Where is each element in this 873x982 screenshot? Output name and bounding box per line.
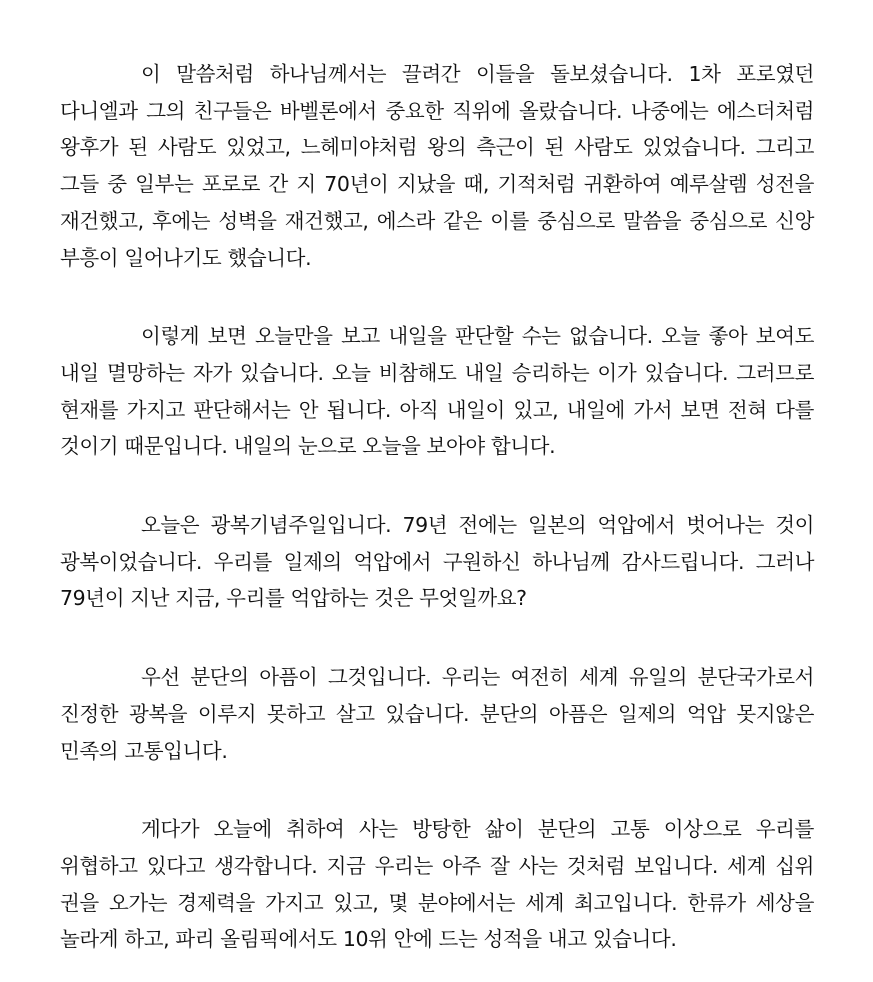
paragraph-1: 이 말씀처럼 하나님께서는 끌려간 이들을 돌보셨습니다. 1차 포로였던 다니엘과 그의 친구들은 바벨론에서 중요한 직위에 올랐습니다. 나중에는 에스더처럼 왕후가 된 사람도 있었고, 느헤미야처럼 왕의 측근이 된 사람도 있었습니다. 그리고 그들 중 일부는 포로로 간 지 70년이 지났을 때, 기적처럼 귀환하여 예루살렘 성전을 재건했고, 후에는 성벽을 재건했고, 에스라 같은 이를 중심으로 말씀을 중심으로 신앙 부흥이 일어나기도 했습니다.	[60, 62, 814, 270]
paragraph-2: 이렇게 보면 오늘만을 보고 내일을 판단할 수는 없습니다. 오늘 좋아 보여도 내일 멸망하는 자가 있습니다. 오늘 비참해도 내일 승리하는 이가 있습니다. 그러므로 현재를 가지고 판단해서는 안 됩니다. 아직 내일이 있고, 내일에 가서 보면 전혀 다를 것이기 때문입니다. 내일의 눈으로 오늘을 보아야 합니다.	[60, 324, 814, 459]
document-body	[60, 56, 814, 958]
paragraph-3: 오늘은 광복기념주일입니다. 79년 전에는 일본의 억압에서 벗어나는 것이 광복이었습니다. 우리를 일제의 억압에서 구원하신 하나님께 감사드립니다. 그러나 79년이 지난 지금, 우리를 억압하는 것은 무엇일까요?	[60, 513, 814, 611]
paragraph-5: 게다가 오늘에 취하여 사는 방탕한 삶이 분단의 고통 이상으로 우리를 위협하고 있다고 생각합니다. 지금 우리는 아주 잘 사는 것처럼 보입니다. 세계 십위 권을 오가는 경제력을 가지고 있고, 몇 분야에서는 세계 최고입니다. 한류가 세상을 놀라게 하고, 파리 올림픽에서도 10위 안에 드는 성적을 내고 있습니다.	[60, 817, 814, 952]
paragraph-4: 우선 분단의 아픔이 그것입니다. 우리는 여전히 세계 유일의 분단국가로서 진정한 광복을 이루지 못하고 살고 있습니다. 분단의 아픔은 일제의 억압 못지않은 민족의 고통입니다.	[60, 665, 814, 763]
